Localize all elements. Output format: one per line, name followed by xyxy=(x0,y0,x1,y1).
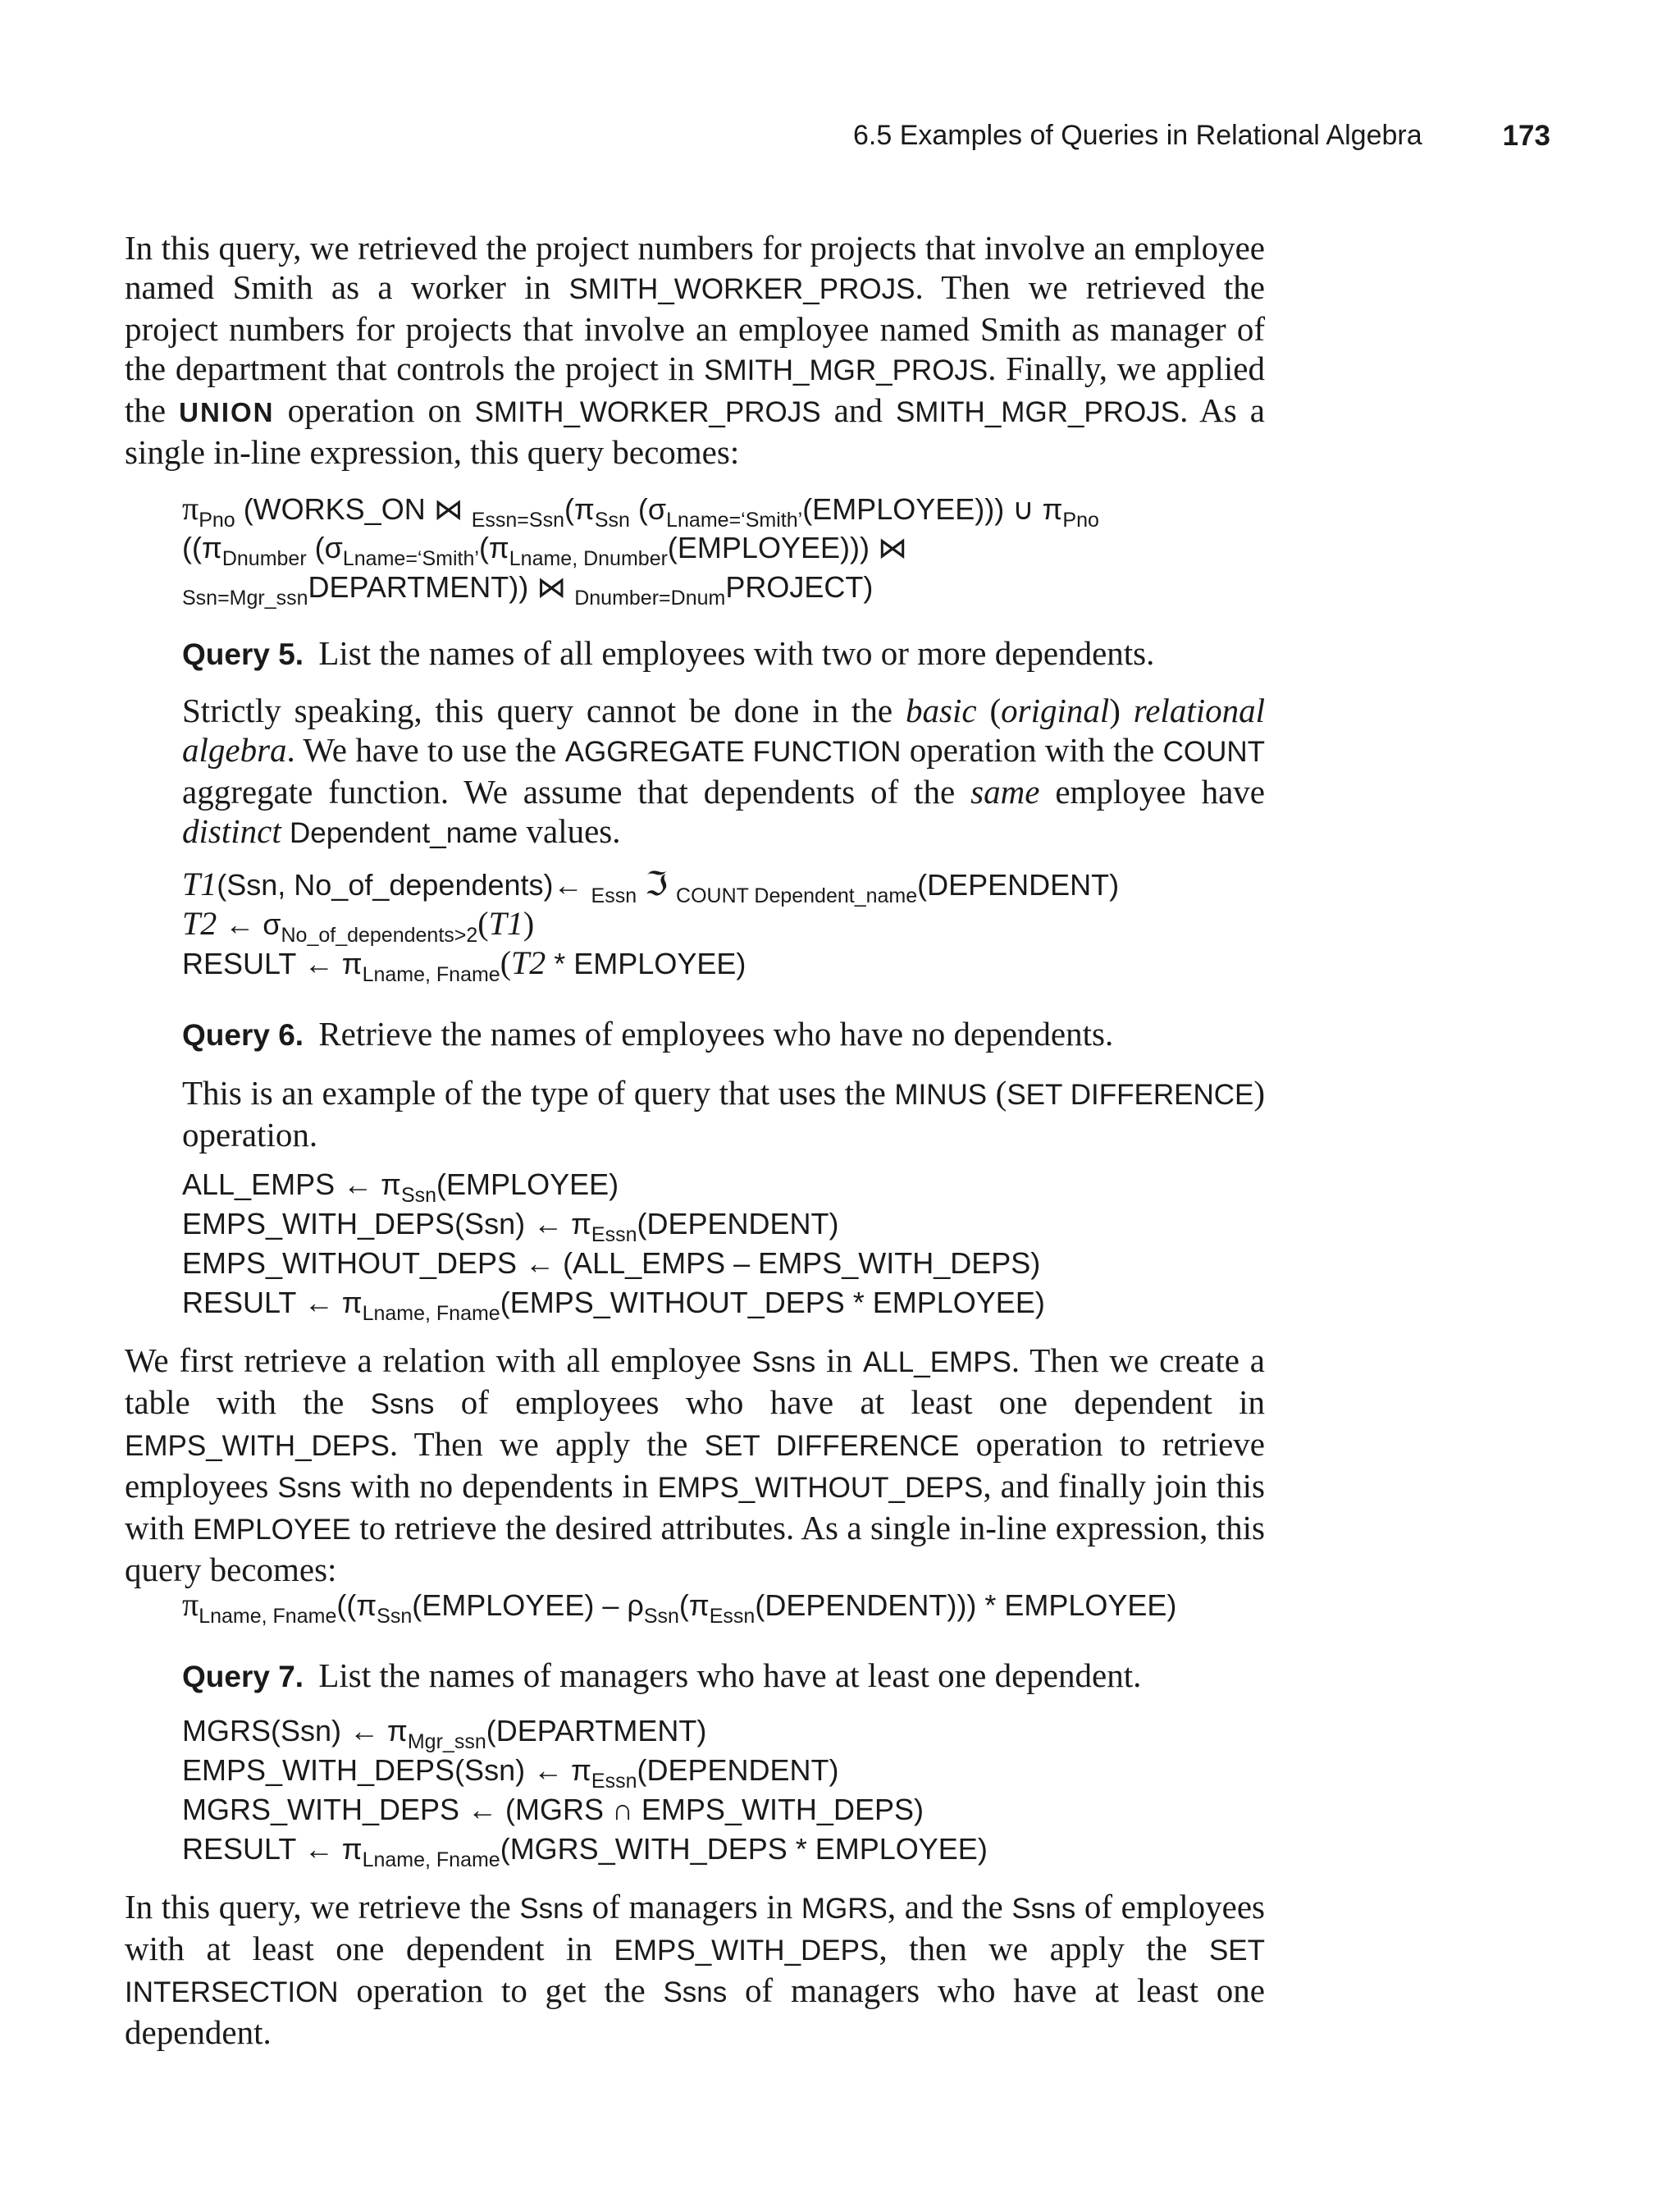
paragraph-query6-discussion: We first retrieve a relation with all employee Ssns in ALL_EMPS. Then we create a table with the Ssns of employees who have at least one dependent in EMPS_WITH_DEPS. Then we apply the SET DIFFERENCE operation to retrieve employees Ssns with no dependents in EMPS_WITHOUT_DEPS, and finally join this with EMPLOYEE to retrieve the desired attributes. As a single in-line expression, this query becomes: xyxy=(125,1341,1265,1588)
expression-5-line-2: EMPS_WITH_DEPS(Ssn) ← $\pi_{Essn}(DEPENDENT)$ xyxy=(182,1753,839,1793)
expression-4: $\pi_{Lname, Fname}((\pi_{Ssn}(EMPLOYEE)$ – $\rho_{Ssn}(\pi_{Essn}(DEPENDENT))$) * EMPLOYEE) xyxy=(182,1586,1177,1628)
expression-3-line-3: EMPS_WITHOUT_DEPS ← (ALL_EMPS – EMPS_WITH_DEPS) xyxy=(182,1246,1041,1280)
running-header xyxy=(853,120,1550,161)
expression-2-line-2: T2 ← $\sigma_{No\_of\_dependents>2}(T1)$ xyxy=(182,905,535,947)
paragraph-query5-explanation: Strictly speaking, this query cannot be done in the basic (original) relational algebra. We have to use the AGGREGATE FUNCTION operation with the COUNT aggregate function. We assume that dependents of the same employee have distinct Dependent_name values. xyxy=(182,692,1265,850)
expression-5-line-3: MGRS_WITH_DEPS ← (MGRS ∩ EMPS_WITH_DEPS) xyxy=(182,1793,924,1826)
expression-5-line-4: RESULT ← $\pi_{Lname, Fname}(MGRS\_WITH\_DEPS$ * EMPLOYEE) xyxy=(182,1832,988,1871)
page-number: 173 xyxy=(1502,120,1550,152)
expression-3-line-2: EMPS_WITH_DEPS(Ssn) ← $\pi_{Essn}(DEPENDENT)$ xyxy=(182,1207,839,1246)
paragraph-query7-discussion: In this query, we retrieve the Ssns of managers in MGRS, and the Ssns of employees with at least one dependent in EMPS_WITH_DEPS, then we apply the SET INTERSECTION operation to get the Ssns of managers who have at least one dependent. xyxy=(125,1888,1266,2051)
section-title: 6.5 Examples of Queries in Relational Algebra xyxy=(853,120,1422,151)
query-7-heading: Query 7. List the names of managers who have at least one dependent. xyxy=(182,1656,1142,1694)
expression-5-line-1: MGRS(Ssn) ← $\pi_{Mgr\_ssn}(DEPARTMENT)$ xyxy=(182,1714,707,1753)
expression-2-line-3: RESULT ← $\pi_{Lname, Fname}(T2$ * EMPLOYEE) xyxy=(182,944,746,986)
expression-1-line-3: $_{Ssn=Mgr\_ssn}$DEPARTMENT)) ⋈ $_{Dnumber=Dnum}$PROJECT) xyxy=(182,570,874,610)
paragraph-query6-explanation: This is an example of the type of query that uses the MINUS (SET DIFFERENCE) operation. xyxy=(182,1074,1266,1154)
query-5-heading: Query 5. List the names of all employees with two or more dependents. xyxy=(182,634,1155,672)
expression-1-line-2: (($\pi_{Dnumber}$ $(\sigma_{Lname=‘Smith’}(\pi_{Lname, Dnumber}(EMPLOYEE)))$ ⋈ xyxy=(182,531,907,570)
expression-3-line-1: ALL_EMPS ← $\pi_{Ssn}(EMPLOYEE)$ xyxy=(182,1167,619,1207)
paragraph-query4-explanation: In this query, we retrieved the project numbers for projects that involve an employee named Smith as a worker in SMITH_WORKER_PROJS. Then we retrieved the project numbers for projects that involve an employee named Smith as manager of the department that controls the project in SMITH_MGR_PROJS. Finally, we applied the UNION operation on SMITH_WORKER_PROJS and SMITH_MGR_PROJS. As a single in-line expression, this query becomes: xyxy=(125,229,1265,471)
expression-1-line-1: $\pi_{Pno}$ (WORKS_ON ⋈ $_{Essn=Ssn}(\pi_{Ssn}$ $(\sigma_{Lname=‘Smith’}(EMPLOYEE))$) ∪ $\pi_{Pno}$ xyxy=(182,490,1099,532)
query-6-heading: Query 6. Retrieve the names of employees who have no dependents. xyxy=(182,1015,1114,1053)
expression-3-line-4: RESULT ← $\pi_{Lname, Fname}(EMPS\_WITHOUT\_DEPS$ * EMPLOYEE) xyxy=(182,1286,1045,1325)
expression-2-line-1: T1(Ssn, No_of_dependents)← $_{Essn}$ ℑ $_{COUNT Dependent\_name}$(DEPENDENT) xyxy=(182,866,1120,907)
